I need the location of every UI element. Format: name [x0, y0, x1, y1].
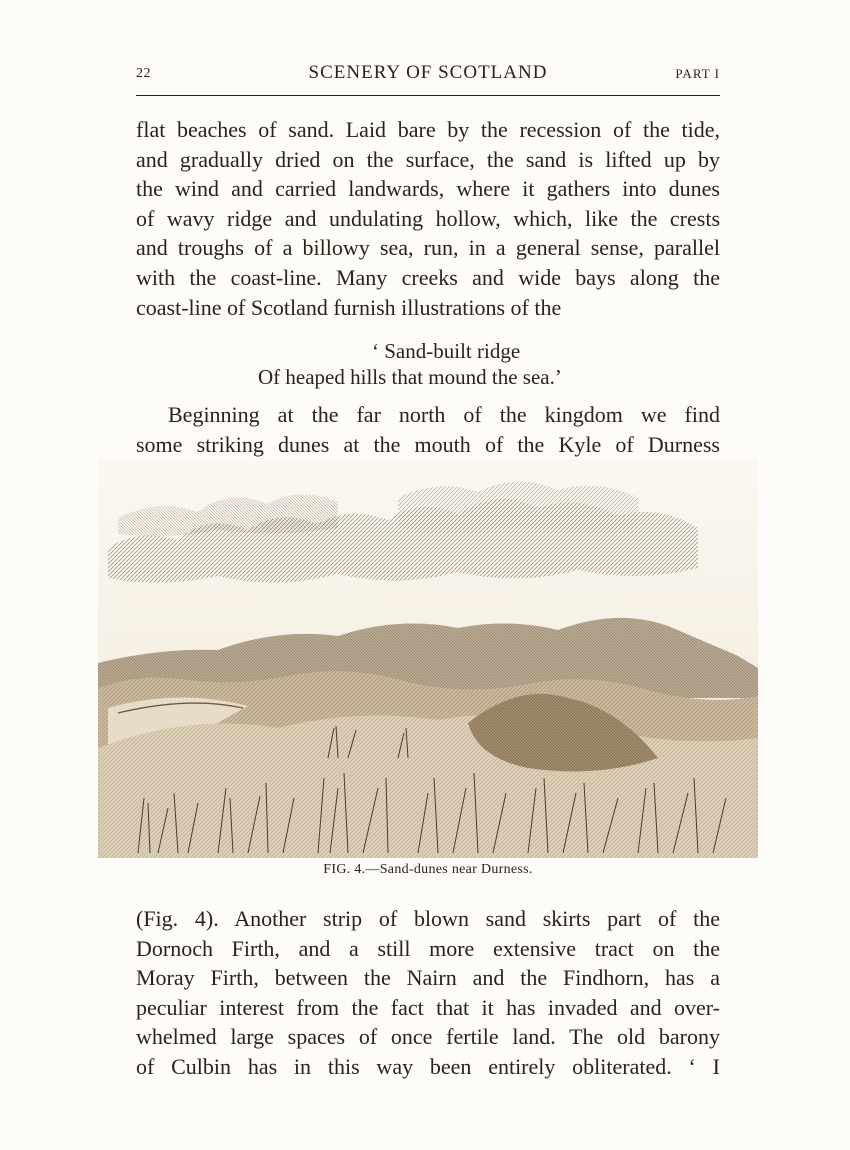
text-line: Beginning at the far north of the kingdom we find: [168, 402, 720, 427]
text-line: of Culbin has in this way been entirely obliterated. ‘ I: [136, 1053, 720, 1079]
text-line: Dornoch Firth, and a still more extensive tract on the: [136, 935, 720, 961]
text-line: whelmed large spaces of once fertile land. The old barony: [136, 1024, 720, 1050]
page-number: 22: [136, 66, 151, 81]
text-line: the wind and carried landwards, where it gathers into dunes: [136, 176, 720, 202]
verse-line: Of heaped hills that mound the sea.’: [258, 365, 562, 389]
text-line: (Fig. 4). Another strip of blown sand skirts part of the: [136, 906, 720, 931]
paragraph-3: [136, 904, 720, 1082]
text-line: of wavy ridge and undulating hollow, which, like the crests: [136, 205, 720, 231]
verse-line: ‘ Sand-built ridge: [372, 339, 521, 363]
figure-sand-dunes-illustration: [98, 458, 758, 858]
text-line: with the coast-line. Many creeks and wide bays along the: [136, 264, 720, 290]
header-rule: [136, 95, 720, 96]
text-line: and troughs of a billowy sea, run, in a general sense, parallel: [136, 235, 720, 261]
running-head: [136, 60, 720, 88]
paragraph-1: [136, 115, 720, 322]
text-line: and gradually dried on the surface, the sand is lifted up by: [136, 146, 720, 172]
text-line: peculiar interest from the fact that it has invaded and over-: [136, 994, 720, 1020]
text-line: coast-line of Scotland furnish illustrations of the: [136, 294, 562, 320]
text-line: Moray Firth, between the Nairn and the Findhorn, has a: [136, 965, 720, 991]
figure-caption: FIG. 4.—Sand-dunes near Durness.: [323, 862, 533, 877]
book-title: SCENERY OF SCOTLAND: [308, 62, 548, 83]
verse-quote: [136, 338, 720, 390]
part-label: PART I: [675, 66, 720, 81]
text-line: flat beaches of sand. Laid bare by the recession of the tide,: [136, 117, 720, 142]
text-line: some striking dunes at the mouth of the Kyle of Durness: [136, 431, 720, 457]
paragraph-2: [136, 400, 720, 459]
engraving-illustration: [98, 458, 758, 858]
